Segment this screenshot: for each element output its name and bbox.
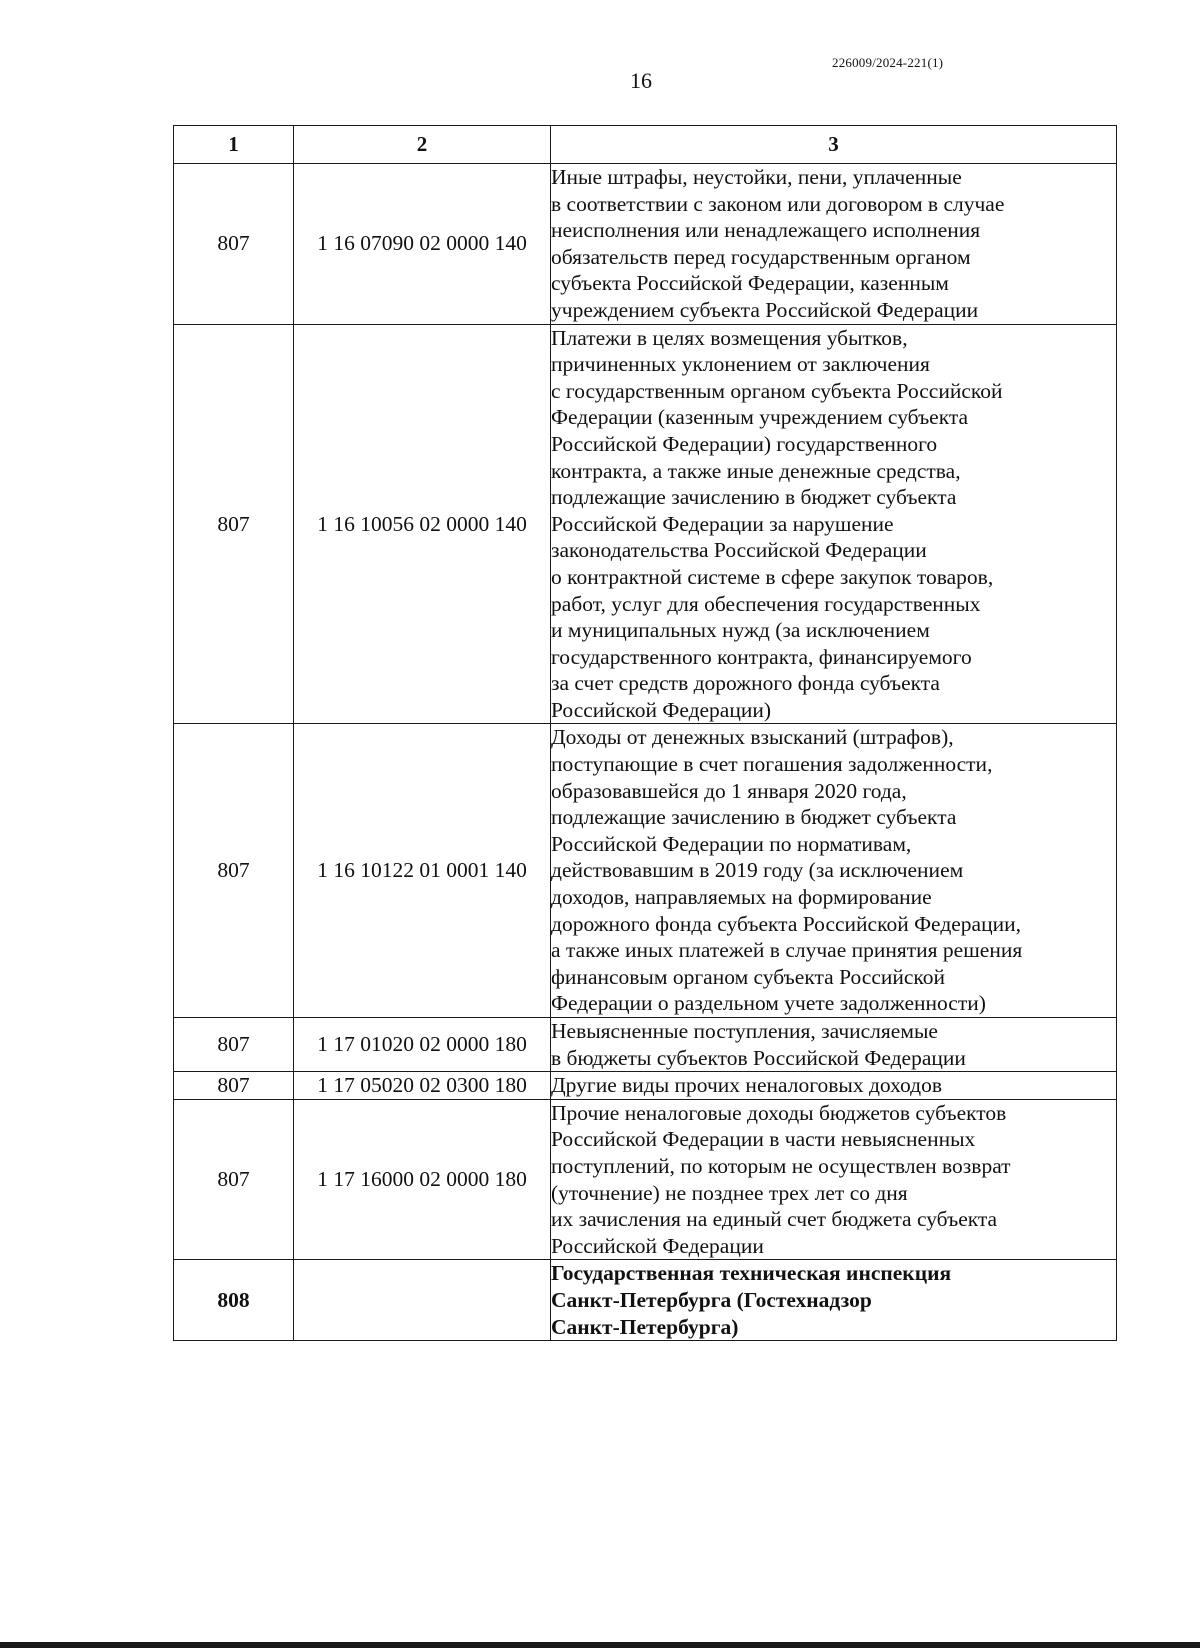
budget-classification-code-cell — [294, 1260, 551, 1341]
description-line: в соответствии с законом или договором в случае — [551, 191, 1005, 216]
budget-classification-code-cell: 1 17 16000 02 0000 180 — [294, 1099, 551, 1260]
description-line: Российской Федерации в части невыясненных — [551, 1127, 976, 1152]
table-row — [174, 164, 1117, 325]
description-line: государственного контракта, финансируемого — [551, 644, 972, 669]
description-line: поступлений, по которым не осуществлен возврат — [551, 1153, 1011, 1178]
description-line: (уточнение) не позднее трех лет со дня — [551, 1180, 908, 1205]
description-line: Другие виды прочих неналоговых доходов — [551, 1073, 943, 1098]
table-row — [174, 1260, 1117, 1341]
administrator-code-cell: 807 — [174, 1072, 294, 1100]
column-header-1: 1 — [174, 126, 294, 164]
description-line: Платежи в целях возмещения убытков, — [551, 325, 908, 350]
description-line: образовавшейся до 1 января 2020 года, — [551, 778, 907, 803]
description-line: действовавшим в 2019 году (за исключением — [551, 858, 964, 883]
description-line: Федерации о раздельном учете задолженности) — [551, 991, 986, 1016]
budget-classification-code-cell: 1 16 07090 02 0000 140 — [294, 164, 551, 325]
table-header-row — [174, 126, 1117, 164]
description-line: финансовым органом субъекта Российской — [551, 964, 946, 989]
description-line: о контрактной системе в сфере закупок товаров, — [551, 564, 994, 589]
description-line: Доходы от денежных взысканий (штрафов), — [551, 725, 954, 750]
revenue-description-cell — [551, 724, 1117, 1018]
description-line: Федерации (казенным учреждением субъекта — [551, 405, 969, 430]
description-line: дорожного фонда субъекта Российской Федерации, — [551, 911, 1021, 936]
description-line: за счет средств дорожного фонда субъекта — [551, 671, 940, 696]
document-registration-number: 226009/2024-221(1) — [832, 55, 944, 70]
description-line: и муниципальных нужд (за исключением — [551, 618, 930, 643]
description-line: Российской Федерации по нормативам, — [551, 831, 912, 856]
revenue-description-cell — [551, 1072, 1117, 1100]
description-line: Иные штрафы, неустойки, пени, уплаченные — [551, 165, 962, 189]
description-line: Невыясненные поступления, зачисляемые — [551, 1019, 938, 1043]
revenue-description-cell — [551, 1260, 1117, 1341]
budget-classification-code-cell: 1 17 05020 02 0300 180 — [294, 1072, 551, 1100]
administrator-code-cell: 808 — [174, 1260, 294, 1341]
column-header-3: 3 — [551, 126, 1117, 164]
description-line: Российской Федерации) — [551, 697, 772, 722]
table-row — [174, 1072, 1117, 1100]
revenue-description-cell — [551, 1099, 1117, 1260]
description-line: их зачисления на единый счет бюджета субъекта — [551, 1207, 998, 1232]
administrator-code-cell: 807 — [174, 1099, 294, 1260]
revenue-description-cell — [551, 164, 1117, 325]
budget-classification-code-cell: 1 16 10122 01 0001 140 — [294, 724, 551, 1018]
table-body — [174, 164, 1117, 1341]
description-line: Российской Федерации за нарушение — [551, 511, 894, 536]
description-line: работ, услуг для обеспечения государственных — [551, 591, 981, 616]
description-line: в бюджеты субъектов Российской Федерации — [551, 1045, 966, 1070]
description-line: Санкт-Петербурга) — [551, 1314, 739, 1339]
administrator-code-cell: 807 — [174, 1018, 294, 1072]
budget-classification-code-cell: 1 16 10056 02 0000 140 — [294, 324, 551, 724]
table-row — [174, 1018, 1117, 1072]
table-row — [174, 724, 1117, 1018]
page-number: 16 — [630, 68, 652, 93]
description-line: Российской Федерации — [551, 1233, 764, 1258]
revenue-description-cell — [551, 324, 1117, 724]
budget-classification-code-cell: 1 17 01020 02 0000 180 — [294, 1018, 551, 1072]
description-line: субъекта Российской Федерации, казенным — [551, 271, 949, 296]
description-line: учреждением субъекта Российской Федерации — [551, 297, 979, 322]
description-line: с государственным органом субъекта Российской — [551, 378, 1003, 403]
description-line: а также иных платежей в случае принятия решения — [551, 938, 1023, 963]
administrator-code-cell: 807 — [174, 724, 294, 1018]
description-line: причиненных уклонением от заключения — [551, 352, 930, 377]
description-line: обязательств перед государственным органом — [551, 244, 971, 269]
description-line: поступающие в счет погашения задолженности, — [551, 752, 993, 777]
administrator-code-cell: 807 — [174, 164, 294, 325]
table-row — [174, 1099, 1117, 1260]
description-line: контракта, а также иные денежные средства, — [551, 458, 961, 483]
revenue-description-cell — [551, 1018, 1117, 1072]
budget-revenue-codes-table — [173, 125, 1117, 1341]
page-bottom-border — [0, 1642, 1200, 1648]
description-line: подлежащие зачислению в бюджет субъекта — [551, 485, 957, 510]
table-row — [174, 324, 1117, 724]
administrator-code-cell: 807 — [174, 324, 294, 724]
description-line: Прочие неналоговые доходы бюджетов субъектов — [551, 1100, 1007, 1125]
description-line: доходов, направляемых на формирование — [551, 885, 932, 910]
description-line: Российской Федерации) государственного — [551, 431, 938, 456]
description-line: законодательства Российской Федерации — [551, 538, 927, 563]
description-line: Санкт-Петербурга (Гостехнадзор — [551, 1287, 872, 1312]
description-line: подлежащие зачислению в бюджет субъекта — [551, 805, 957, 830]
column-header-2: 2 — [294, 126, 551, 164]
description-line: Государственная техническая инспекция — [551, 1261, 952, 1286]
description-line: неисполнения или ненадлежащего исполнения — [551, 218, 981, 243]
